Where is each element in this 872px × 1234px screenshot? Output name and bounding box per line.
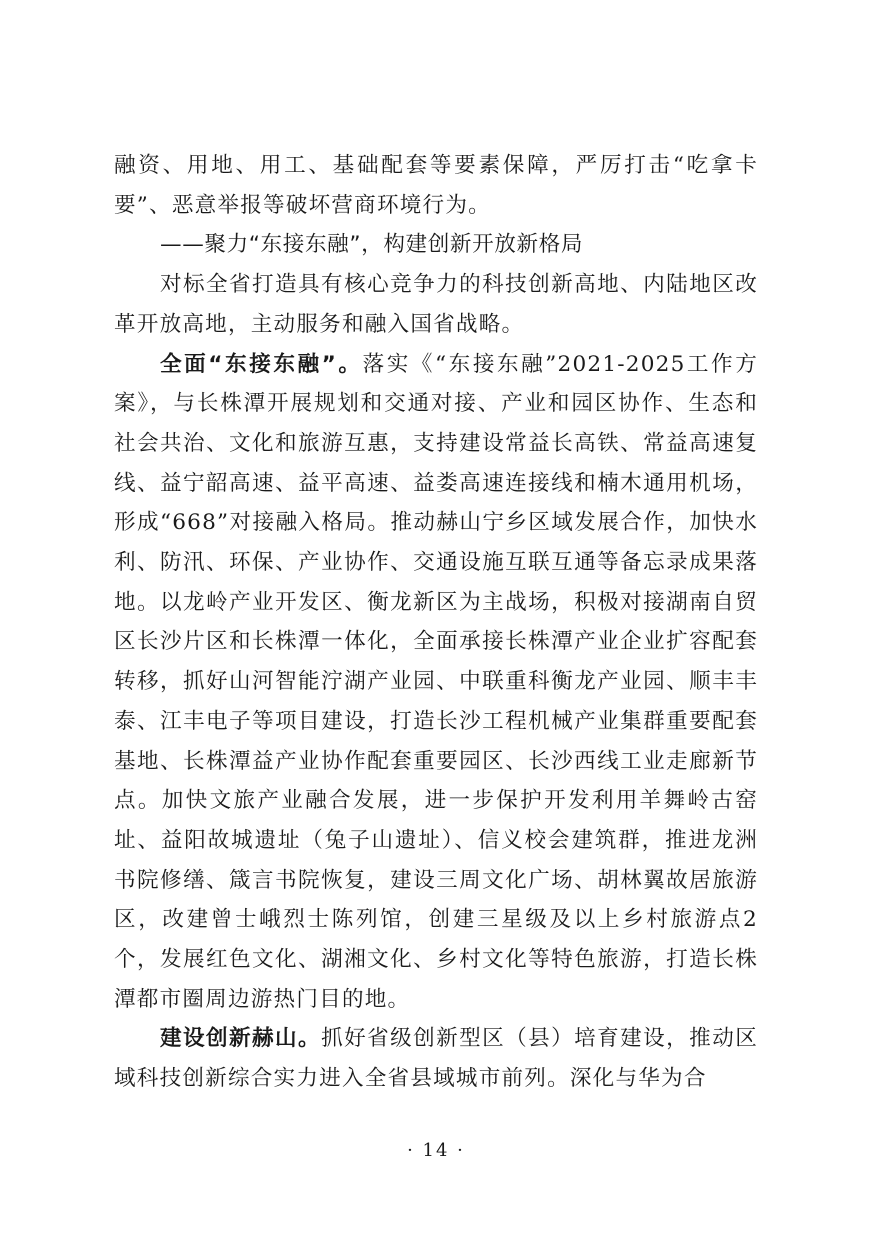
document-body bbox=[114, 146, 758, 1099]
paragraph-4-body: 抓好省级创新型区（县）培育建设，推动区域科技创新综合实力进入全省县域城市前列。深化与华为合 bbox=[114, 1026, 758, 1092]
paragraph-1: 融资、用地、用工、基础配套等要素保障，严厉打击“吃拿卡要”、恶意举报等破坏营商环境行为。 bbox=[114, 153, 758, 218]
page-number: · 14 · bbox=[407, 1140, 465, 1161]
paragraph-3 bbox=[114, 345, 758, 1020]
paragraph-3-body: 落实《“东接东融”2021-2025工作方案》，与长株潭开展规划和交通对接、产业和园区协作、生态和社会共治、文化和旅游互惠，支持建设常益长高铁、常益高速复线、益宁韶高速、益平高速、益娄高速连接线和楠木通用机场，形成“668”对接融入格局。推动赫山宁乡区域发展合作，加快水利、防汛、环保、产业协作、交通设施互联互通等备忘录成果落地。以龙岭产业开发区、衡龙新区为主战场，积极对接湖南自贸区长沙片区和长株潭一体化，全面承接长株潭产业企业扩容配套转移，抓好山河智能泞湖产业园、中联重科衡龙产业园、顺丰丰泰、江丰电子等项目建设，打造长沙工程机械产业集群重要配套基地、长株潭益产业协作配套重要园区、长沙西线工业走廊新节点。加快文旅产业融合发展，进一步保护开发利用羊舞岭古窑址、益阳故城遗址（兔子山遗址）、信义校会建筑群，推进龙洲书院修缮、箴言书院恢复，建设三周文化广场、胡林翼故居旅游区，改建曾士峨烈士陈列馆，创建三星级及以上乡村旅游点2个，发展红色文化、湖湘文化、乡村文化等特色旅游，打造长株潭都市圈周边游热门目的地。 bbox=[114, 351, 758, 1012]
section-heading: ——聚力“东接东融”，构建创新开放新格局 bbox=[160, 232, 584, 258]
paragraph-3-lead: 全面“东接东融”。 bbox=[160, 351, 363, 377]
paragraph-4-lead: 建设创新赫山。 bbox=[160, 1026, 322, 1052]
paragraph-4 bbox=[114, 1019, 758, 1098]
paragraph-2: 对标全省打造具有核心竞争力的科技创新高地、内陆地区改革开放高地，主动服务和融入国省战略。 bbox=[114, 272, 758, 337]
